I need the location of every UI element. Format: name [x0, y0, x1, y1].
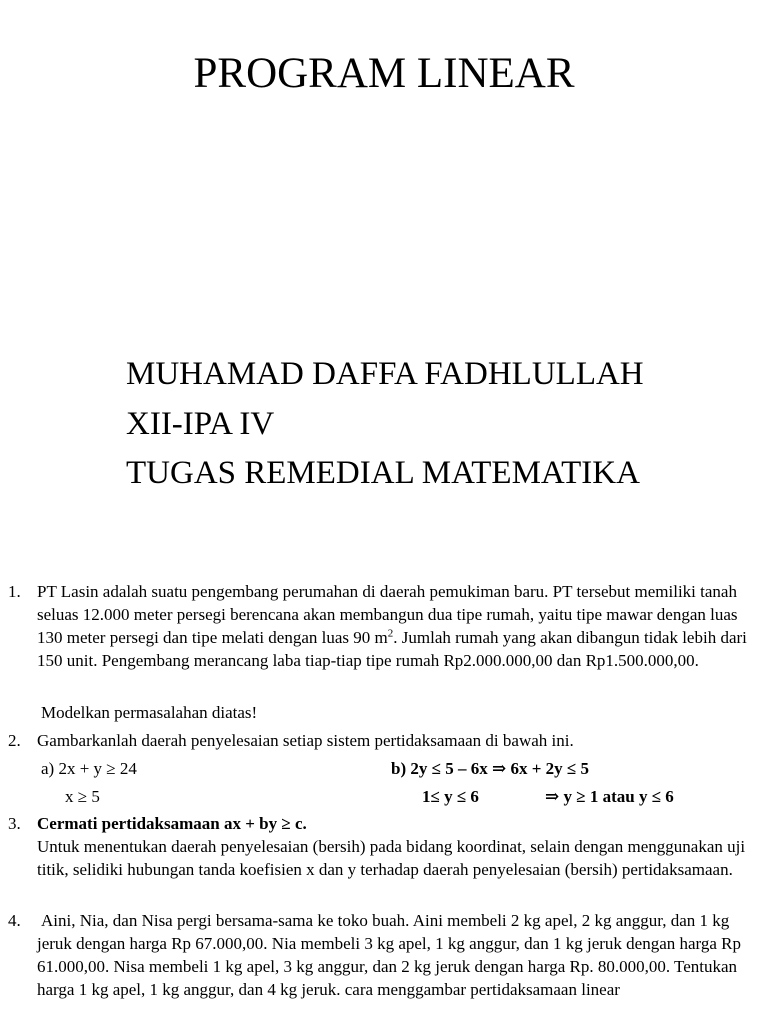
inequality-a1: a) 2x + y ≥ 24 — [41, 759, 137, 778]
problem-text-part: . Jumlah rumah yang akan dibangun tidak lebih dari 150 unit. Pengembang merancang laba tiap-tiap tipe rumah Rp2.000.000,00 dan Rp1.500.000,00. — [37, 628, 747, 670]
author-name: MUHAMAD DAFFA FADHLULLAH — [126, 356, 644, 392]
inequality-b1: b) 2y ≤ 5 – 6x ⇒ 6x + 2y ≤ 5 — [391, 759, 589, 778]
superscript: 2 — [387, 627, 394, 640]
problem-text-part: PT Lasin adalah suatu pengembang perumahan di daerah pemukiman baru. PT tersebut memiliki tanah seluas 12.000 meter persegi berencana akan membangun dua tipe rumah, yaitu tipe mawar dengan luas 130 meter persegi dan tipe melati dengan luas 90 m — [37, 582, 738, 647]
problem-text — [37, 580, 749, 672]
problem-heading: Cermati pertidaksamaan ax + by ≥ c. — [37, 814, 307, 833]
problem-instruction: Modelkan permasalahan diatas! — [41, 703, 258, 722]
inequality-a2: x ≥ 5 — [65, 787, 100, 806]
inequality-b3: ⇒ y ≥ 1 atau y ≤ 6 — [545, 787, 674, 806]
assignment-label: TUGAS REMEDIAL MATEMATIKA — [126, 455, 640, 491]
problem-number: 1. — [8, 582, 21, 601]
problem-text: Gambarkanlah daerah penyelesaian setiap sistem pertidaksamaan di bawah ini. — [37, 731, 574, 750]
problem-number: 2. — [8, 731, 21, 750]
problem-number: 4. — [8, 911, 21, 930]
inequality-b2: 1≤ y ≤ 6 — [422, 787, 479, 806]
problem-number: 3. — [8, 814, 21, 833]
problem-text — [37, 812, 749, 881]
class-label: XII-IPA IV — [126, 406, 275, 442]
problem-body: Untuk menentukan daerah penyelesaian (bersih) pada bidang koordinat, selain dengan menggunakan uji titik, selidiki hubungan tanda koefisien x dan y terhadap daerah penyelesaian (bersih) pertidaksamaan. — [37, 837, 746, 879]
problem-text: Aini, Nia, dan Nisa pergi bersama-sama ke toko buah. Aini membeli 2 kg apel, 2 kg anggur, dan 1 kg jeruk dengan harga Rp 67.000,00. Nia membeli 3 kg apel, 1 kg anggur, dan 1 kg jeruk dengan harga Rp 61.000,00. Nisa membeli 1 kg apel, 3 kg anggur, dan 2 kg jeruk dengan harga Rp. 80.000,00. Tentukan harga 1 kg apel, 1 kg anggur, dan 4 kg jeruk. cara menggambar pertidaksamaan linear — [37, 911, 742, 999]
page-title: PROGRAM LINEAR — [193, 50, 575, 97]
